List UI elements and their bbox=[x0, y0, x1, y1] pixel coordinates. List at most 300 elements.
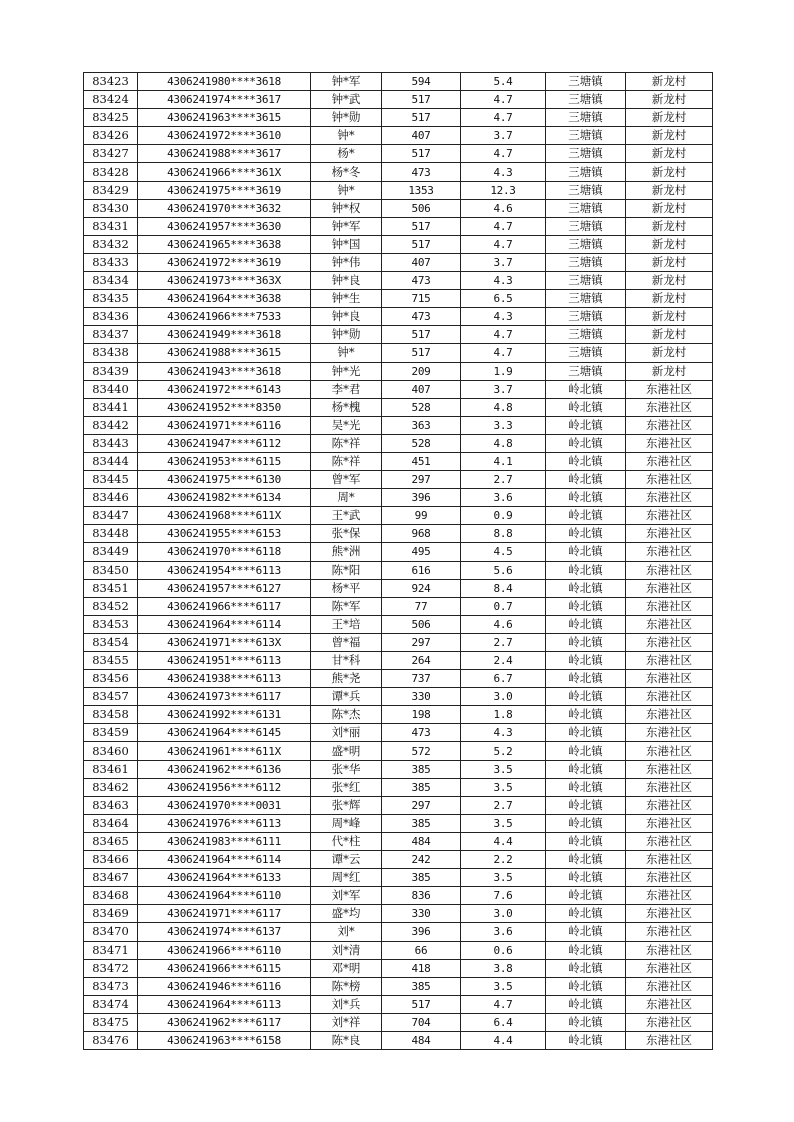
id-number-cell: 4306241951****6113 bbox=[138, 652, 311, 670]
village-cell: 新龙村 bbox=[626, 91, 713, 109]
amount-cell: 517 bbox=[382, 109, 461, 127]
row-number-cell: 83459 bbox=[84, 724, 138, 742]
village-cell: 东港社区 bbox=[626, 434, 713, 452]
village-cell: 新龙村 bbox=[626, 145, 713, 163]
table-row bbox=[84, 326, 713, 344]
table-row bbox=[84, 905, 713, 923]
town-cell: 三塘镇 bbox=[546, 199, 626, 217]
name-cell: 陈*军 bbox=[311, 597, 382, 615]
amount-cell: 407 bbox=[382, 127, 461, 145]
area-cell: 5.6 bbox=[461, 561, 546, 579]
village-cell: 新龙村 bbox=[626, 217, 713, 235]
name-cell: 陈*良 bbox=[311, 1031, 382, 1049]
name-cell: 邓*明 bbox=[311, 959, 382, 977]
village-cell: 新龙村 bbox=[626, 181, 713, 199]
table-row bbox=[84, 778, 713, 796]
table-row bbox=[84, 887, 713, 905]
village-cell: 东港社区 bbox=[626, 959, 713, 977]
village-cell: 东港社区 bbox=[626, 905, 713, 923]
amount-cell: 572 bbox=[382, 742, 461, 760]
table-row bbox=[84, 1031, 713, 1049]
village-cell: 新龙村 bbox=[626, 199, 713, 217]
table-row bbox=[84, 832, 713, 850]
village-cell: 东港社区 bbox=[626, 615, 713, 633]
town-cell: 岭北镇 bbox=[546, 688, 626, 706]
id-number-cell: 4306241970****6118 bbox=[138, 543, 311, 561]
table-row bbox=[84, 977, 713, 995]
row-number-cell: 83463 bbox=[84, 796, 138, 814]
village-cell: 东港社区 bbox=[626, 724, 713, 742]
table-row bbox=[84, 941, 713, 959]
amount-cell: 704 bbox=[382, 1013, 461, 1031]
id-number-cell: 4306241964****6110 bbox=[138, 887, 311, 905]
id-number-cell: 4306241971****613X bbox=[138, 633, 311, 651]
name-cell: 刘* bbox=[311, 923, 382, 941]
id-number-cell: 4306241955****6153 bbox=[138, 525, 311, 543]
name-cell: 陈*杰 bbox=[311, 706, 382, 724]
town-cell: 三塘镇 bbox=[546, 163, 626, 181]
name-cell: 周*红 bbox=[311, 869, 382, 887]
name-cell: 刘*军 bbox=[311, 887, 382, 905]
amount-cell: 330 bbox=[382, 688, 461, 706]
amount-cell: 396 bbox=[382, 489, 461, 507]
area-cell: 4.7 bbox=[461, 109, 546, 127]
row-number-cell: 83436 bbox=[84, 308, 138, 326]
table-row bbox=[84, 290, 713, 308]
row-number-cell: 83468 bbox=[84, 887, 138, 905]
village-cell: 东港社区 bbox=[626, 869, 713, 887]
village-cell: 东港社区 bbox=[626, 507, 713, 525]
town-cell: 岭北镇 bbox=[546, 452, 626, 470]
town-cell: 岭北镇 bbox=[546, 941, 626, 959]
village-cell: 新龙村 bbox=[626, 235, 713, 253]
table-row bbox=[84, 579, 713, 597]
id-number-cell: 4306241953****6115 bbox=[138, 452, 311, 470]
village-cell: 东港社区 bbox=[626, 489, 713, 507]
id-number-cell: 4306241964****3638 bbox=[138, 290, 311, 308]
area-cell: 2.7 bbox=[461, 633, 546, 651]
id-number-cell: 4306241952****8350 bbox=[138, 398, 311, 416]
id-number-cell: 4306241971****6117 bbox=[138, 905, 311, 923]
name-cell: 钟*军 bbox=[311, 217, 382, 235]
table-row bbox=[84, 995, 713, 1013]
name-cell: 周* bbox=[311, 489, 382, 507]
area-cell: 3.5 bbox=[461, 869, 546, 887]
id-number-cell: 4306241980****3618 bbox=[138, 73, 311, 91]
town-cell: 岭北镇 bbox=[546, 525, 626, 543]
village-cell: 东港社区 bbox=[626, 923, 713, 941]
id-number-cell: 4306241974****6137 bbox=[138, 923, 311, 941]
town-cell: 岭北镇 bbox=[546, 561, 626, 579]
row-number-cell: 83424 bbox=[84, 91, 138, 109]
area-cell: 4.6 bbox=[461, 199, 546, 217]
id-number-cell: 4306241964****6145 bbox=[138, 724, 311, 742]
id-number-cell: 4306241966****7533 bbox=[138, 308, 311, 326]
name-cell: 钟*勋 bbox=[311, 109, 382, 127]
table-row bbox=[84, 163, 713, 181]
area-cell: 6.5 bbox=[461, 290, 546, 308]
table-row bbox=[84, 308, 713, 326]
id-number-cell: 4306241964****6114 bbox=[138, 851, 311, 869]
row-number-cell: 83457 bbox=[84, 688, 138, 706]
table-row bbox=[84, 362, 713, 380]
amount-cell: 385 bbox=[382, 869, 461, 887]
table-row bbox=[84, 217, 713, 235]
village-cell: 新龙村 bbox=[626, 163, 713, 181]
town-cell: 三塘镇 bbox=[546, 91, 626, 109]
area-cell: 2.7 bbox=[461, 796, 546, 814]
row-number-cell: 83449 bbox=[84, 543, 138, 561]
amount-cell: 1353 bbox=[382, 181, 461, 199]
area-cell: 4.3 bbox=[461, 308, 546, 326]
row-number-cell: 83445 bbox=[84, 471, 138, 489]
amount-cell: 484 bbox=[382, 1031, 461, 1049]
id-number-cell: 4306241966****361X bbox=[138, 163, 311, 181]
name-cell: 钟*生 bbox=[311, 290, 382, 308]
row-number-cell: 83472 bbox=[84, 959, 138, 977]
name-cell: 刘*丽 bbox=[311, 724, 382, 742]
area-cell: 8.8 bbox=[461, 525, 546, 543]
table-row bbox=[84, 416, 713, 434]
row-number-cell: 83462 bbox=[84, 778, 138, 796]
row-number-cell: 83456 bbox=[84, 670, 138, 688]
village-cell: 新龙村 bbox=[626, 290, 713, 308]
id-number-cell: 4306241972****6143 bbox=[138, 380, 311, 398]
name-cell: 钟* bbox=[311, 344, 382, 362]
area-cell: 4.3 bbox=[461, 163, 546, 181]
row-number-cell: 83475 bbox=[84, 1013, 138, 1031]
amount-cell: 385 bbox=[382, 814, 461, 832]
town-cell: 岭北镇 bbox=[546, 977, 626, 995]
village-cell: 新龙村 bbox=[626, 127, 713, 145]
amount-cell: 737 bbox=[382, 670, 461, 688]
name-cell: 熊*尧 bbox=[311, 670, 382, 688]
village-cell: 东港社区 bbox=[626, 633, 713, 651]
area-cell: 6.4 bbox=[461, 1013, 546, 1031]
town-cell: 岭北镇 bbox=[546, 778, 626, 796]
name-cell: 钟*军 bbox=[311, 73, 382, 91]
village-cell: 东港社区 bbox=[626, 706, 713, 724]
table-row bbox=[84, 127, 713, 145]
town-cell: 岭北镇 bbox=[546, 706, 626, 724]
amount-cell: 385 bbox=[382, 778, 461, 796]
amount-cell: 264 bbox=[382, 652, 461, 670]
area-cell: 4.7 bbox=[461, 91, 546, 109]
village-cell: 东港社区 bbox=[626, 887, 713, 905]
name-cell: 杨* bbox=[311, 145, 382, 163]
amount-cell: 407 bbox=[382, 253, 461, 271]
row-number-cell: 83435 bbox=[84, 290, 138, 308]
name-cell: 杨*槐 bbox=[311, 398, 382, 416]
id-number-cell: 4306241964****6133 bbox=[138, 869, 311, 887]
id-number-cell: 4306241974****3617 bbox=[138, 91, 311, 109]
village-cell: 东港社区 bbox=[626, 652, 713, 670]
area-cell: 3.0 bbox=[461, 905, 546, 923]
amount-cell: 407 bbox=[382, 380, 461, 398]
id-number-cell: 4306241957****3630 bbox=[138, 217, 311, 235]
id-number-cell: 4306241957****6127 bbox=[138, 579, 311, 597]
name-cell: 张*华 bbox=[311, 760, 382, 778]
village-cell: 东港社区 bbox=[626, 742, 713, 760]
id-number-cell: 4306241975****6130 bbox=[138, 471, 311, 489]
amount-cell: 473 bbox=[382, 163, 461, 181]
name-cell: 钟*武 bbox=[311, 91, 382, 109]
name-cell: 张*辉 bbox=[311, 796, 382, 814]
row-number-cell: 83425 bbox=[84, 109, 138, 127]
row-number-cell: 83444 bbox=[84, 452, 138, 470]
amount-cell: 385 bbox=[382, 760, 461, 778]
area-cell: 4.7 bbox=[461, 326, 546, 344]
amount-cell: 715 bbox=[382, 290, 461, 308]
amount-cell: 242 bbox=[382, 851, 461, 869]
id-number-cell: 4306241973****363X bbox=[138, 272, 311, 290]
id-number-cell: 4306241976****6113 bbox=[138, 814, 311, 832]
table-row bbox=[84, 471, 713, 489]
area-cell: 4.8 bbox=[461, 434, 546, 452]
name-cell: 钟*良 bbox=[311, 272, 382, 290]
id-number-cell: 4306241988****3615 bbox=[138, 344, 311, 362]
table-row bbox=[84, 199, 713, 217]
amount-cell: 209 bbox=[382, 362, 461, 380]
table-row bbox=[84, 796, 713, 814]
area-cell: 1.9 bbox=[461, 362, 546, 380]
row-number-cell: 83430 bbox=[84, 199, 138, 217]
village-cell: 东港社区 bbox=[626, 814, 713, 832]
row-number-cell: 83427 bbox=[84, 145, 138, 163]
amount-cell: 473 bbox=[382, 308, 461, 326]
area-cell: 5.4 bbox=[461, 73, 546, 91]
amount-cell: 517 bbox=[382, 235, 461, 253]
row-number-cell: 83460 bbox=[84, 742, 138, 760]
amount-cell: 495 bbox=[382, 543, 461, 561]
table-row bbox=[84, 615, 713, 633]
table-row bbox=[84, 814, 713, 832]
village-cell: 新龙村 bbox=[626, 308, 713, 326]
row-number-cell: 83447 bbox=[84, 507, 138, 525]
row-number-cell: 83428 bbox=[84, 163, 138, 181]
village-cell: 东港社区 bbox=[626, 416, 713, 434]
town-cell: 三塘镇 bbox=[546, 344, 626, 362]
amount-cell: 968 bbox=[382, 525, 461, 543]
amount-cell: 198 bbox=[382, 706, 461, 724]
name-cell: 杨*冬 bbox=[311, 163, 382, 181]
amount-cell: 297 bbox=[382, 471, 461, 489]
row-number-cell: 83465 bbox=[84, 832, 138, 850]
town-cell: 三塘镇 bbox=[546, 145, 626, 163]
area-cell: 0.7 bbox=[461, 597, 546, 615]
table-row bbox=[84, 109, 713, 127]
row-number-cell: 83469 bbox=[84, 905, 138, 923]
id-number-cell: 4306241983****6111 bbox=[138, 832, 311, 850]
amount-cell: 363 bbox=[382, 416, 461, 434]
table-row bbox=[84, 652, 713, 670]
town-cell: 岭北镇 bbox=[546, 995, 626, 1013]
id-number-cell: 4306241943****3618 bbox=[138, 362, 311, 380]
village-cell: 东港社区 bbox=[626, 380, 713, 398]
town-cell: 岭北镇 bbox=[546, 724, 626, 742]
name-cell: 杨*平 bbox=[311, 579, 382, 597]
town-cell: 岭北镇 bbox=[546, 543, 626, 561]
village-cell: 东港社区 bbox=[626, 398, 713, 416]
id-number-cell: 4306241961****611X bbox=[138, 742, 311, 760]
table-row bbox=[84, 489, 713, 507]
area-cell: 2.2 bbox=[461, 851, 546, 869]
town-cell: 岭北镇 bbox=[546, 579, 626, 597]
area-cell: 4.8 bbox=[461, 398, 546, 416]
town-cell: 岭北镇 bbox=[546, 851, 626, 869]
name-cell: 张*保 bbox=[311, 525, 382, 543]
town-cell: 岭北镇 bbox=[546, 670, 626, 688]
village-cell: 东港社区 bbox=[626, 977, 713, 995]
area-cell: 3.7 bbox=[461, 253, 546, 271]
table-row bbox=[84, 869, 713, 887]
name-cell: 王*武 bbox=[311, 507, 382, 525]
area-cell: 4.3 bbox=[461, 724, 546, 742]
area-cell: 1.8 bbox=[461, 706, 546, 724]
amount-cell: 924 bbox=[382, 579, 461, 597]
amount-cell: 517 bbox=[382, 995, 461, 1013]
amount-cell: 506 bbox=[382, 199, 461, 217]
area-cell: 4.7 bbox=[461, 217, 546, 235]
area-cell: 2.7 bbox=[461, 471, 546, 489]
area-cell: 12.3 bbox=[461, 181, 546, 199]
town-cell: 岭北镇 bbox=[546, 380, 626, 398]
town-cell: 三塘镇 bbox=[546, 308, 626, 326]
area-cell: 4.4 bbox=[461, 832, 546, 850]
row-number-cell: 83461 bbox=[84, 760, 138, 778]
town-cell: 岭北镇 bbox=[546, 959, 626, 977]
id-number-cell: 4306241949****3618 bbox=[138, 326, 311, 344]
table-row bbox=[84, 145, 713, 163]
town-cell: 岭北镇 bbox=[546, 742, 626, 760]
name-cell: 陈*祥 bbox=[311, 452, 382, 470]
table-row bbox=[84, 73, 713, 91]
village-cell: 东港社区 bbox=[626, 851, 713, 869]
name-cell: 曾*军 bbox=[311, 471, 382, 489]
town-cell: 岭北镇 bbox=[546, 1013, 626, 1031]
amount-cell: 528 bbox=[382, 398, 461, 416]
area-cell: 4.7 bbox=[461, 995, 546, 1013]
name-cell: 代*柱 bbox=[311, 832, 382, 850]
table-row bbox=[84, 452, 713, 470]
name-cell: 周*峰 bbox=[311, 814, 382, 832]
town-cell: 三塘镇 bbox=[546, 127, 626, 145]
village-cell: 新龙村 bbox=[626, 272, 713, 290]
row-number-cell: 83466 bbox=[84, 851, 138, 869]
id-number-cell: 4306241975****3619 bbox=[138, 181, 311, 199]
amount-cell: 528 bbox=[382, 434, 461, 452]
name-cell: 谭*兵 bbox=[311, 688, 382, 706]
row-number-cell: 83433 bbox=[84, 253, 138, 271]
row-number-cell: 83454 bbox=[84, 633, 138, 651]
town-cell: 三塘镇 bbox=[546, 109, 626, 127]
village-cell: 东港社区 bbox=[626, 597, 713, 615]
id-number-cell: 4306241968****611X bbox=[138, 507, 311, 525]
village-cell: 东港社区 bbox=[626, 1013, 713, 1031]
row-number-cell: 83467 bbox=[84, 869, 138, 887]
id-number-cell: 4306241970****0031 bbox=[138, 796, 311, 814]
id-number-cell: 4306241964****6113 bbox=[138, 995, 311, 1013]
name-cell: 曾*福 bbox=[311, 633, 382, 651]
id-number-cell: 4306241973****6117 bbox=[138, 688, 311, 706]
village-cell: 东港社区 bbox=[626, 760, 713, 778]
amount-cell: 385 bbox=[382, 977, 461, 995]
area-cell: 4.7 bbox=[461, 145, 546, 163]
id-number-cell: 4306241956****6112 bbox=[138, 778, 311, 796]
town-cell: 三塘镇 bbox=[546, 235, 626, 253]
town-cell: 岭北镇 bbox=[546, 615, 626, 633]
name-cell: 王*培 bbox=[311, 615, 382, 633]
amount-cell: 297 bbox=[382, 633, 461, 651]
village-cell: 东港社区 bbox=[626, 525, 713, 543]
id-number-cell: 4306241938****6113 bbox=[138, 670, 311, 688]
table-row bbox=[84, 670, 713, 688]
amount-cell: 418 bbox=[382, 959, 461, 977]
village-cell: 东港社区 bbox=[626, 471, 713, 489]
town-cell: 岭北镇 bbox=[546, 814, 626, 832]
area-cell: 3.0 bbox=[461, 688, 546, 706]
table-row bbox=[84, 706, 713, 724]
village-cell: 新龙村 bbox=[626, 362, 713, 380]
amount-cell: 99 bbox=[382, 507, 461, 525]
row-number-cell: 83471 bbox=[84, 941, 138, 959]
town-cell: 三塘镇 bbox=[546, 326, 626, 344]
name-cell: 钟*权 bbox=[311, 199, 382, 217]
table-row bbox=[84, 344, 713, 362]
village-cell: 新龙村 bbox=[626, 109, 713, 127]
row-number-cell: 83448 bbox=[84, 525, 138, 543]
id-number-cell: 4306241947****6112 bbox=[138, 434, 311, 452]
table-row bbox=[84, 597, 713, 615]
table-row bbox=[84, 923, 713, 941]
area-cell: 3.6 bbox=[461, 489, 546, 507]
town-cell: 岭北镇 bbox=[546, 398, 626, 416]
town-cell: 岭北镇 bbox=[546, 471, 626, 489]
town-cell: 三塘镇 bbox=[546, 272, 626, 290]
area-cell: 4.6 bbox=[461, 615, 546, 633]
id-number-cell: 4306241954****6113 bbox=[138, 561, 311, 579]
row-number-cell: 83455 bbox=[84, 652, 138, 670]
amount-cell: 616 bbox=[382, 561, 461, 579]
town-cell: 岭北镇 bbox=[546, 652, 626, 670]
row-number-cell: 83440 bbox=[84, 380, 138, 398]
name-cell: 盛*明 bbox=[311, 742, 382, 760]
amount-cell: 451 bbox=[382, 452, 461, 470]
area-cell: 0.6 bbox=[461, 941, 546, 959]
amount-cell: 77 bbox=[382, 597, 461, 615]
id-number-cell: 4306241992****6131 bbox=[138, 706, 311, 724]
village-cell: 东港社区 bbox=[626, 778, 713, 796]
town-cell: 三塘镇 bbox=[546, 73, 626, 91]
table-row bbox=[84, 91, 713, 109]
town-cell: 三塘镇 bbox=[546, 253, 626, 271]
row-number-cell: 83441 bbox=[84, 398, 138, 416]
town-cell: 岭北镇 bbox=[546, 507, 626, 525]
name-cell: 刘*祥 bbox=[311, 1013, 382, 1031]
amount-cell: 517 bbox=[382, 91, 461, 109]
table-row bbox=[84, 380, 713, 398]
area-cell: 3.8 bbox=[461, 959, 546, 977]
table-row bbox=[84, 633, 713, 651]
row-number-cell: 83439 bbox=[84, 362, 138, 380]
table-row bbox=[84, 760, 713, 778]
village-cell: 东港社区 bbox=[626, 941, 713, 959]
id-number-cell: 4306241963****3615 bbox=[138, 109, 311, 127]
name-cell: 吴*光 bbox=[311, 416, 382, 434]
area-cell: 6.7 bbox=[461, 670, 546, 688]
town-cell: 岭北镇 bbox=[546, 869, 626, 887]
id-number-cell: 4306241972****3610 bbox=[138, 127, 311, 145]
